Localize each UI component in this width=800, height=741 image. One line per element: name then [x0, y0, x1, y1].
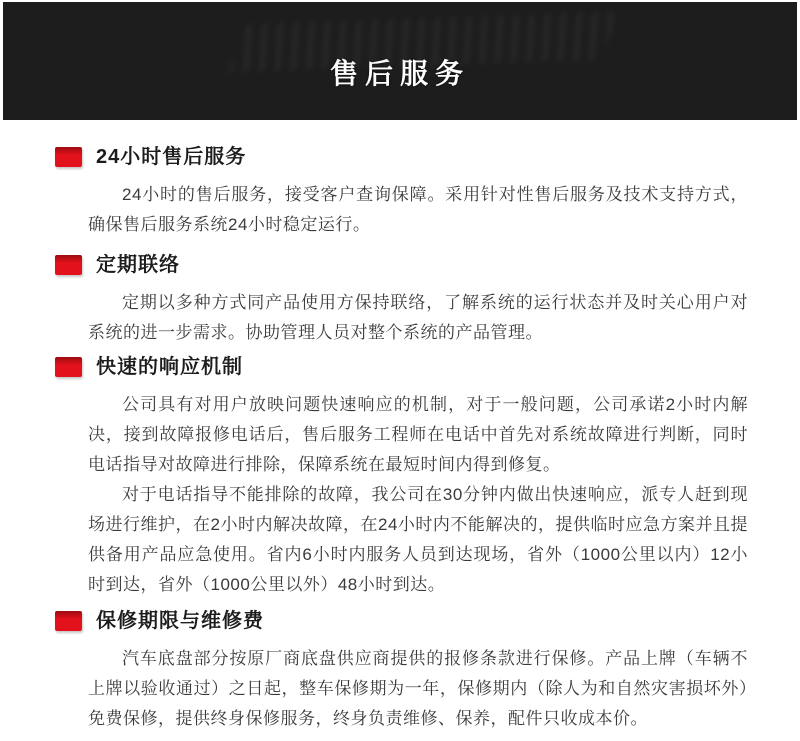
page-header	[3, 2, 797, 120]
red-square-bullet-icon	[55, 255, 82, 275]
section-paragraph: 汽车底盘部分按原厂商底盘供应商提供的报修条款进行保修。产品上牌（车辆不上牌以验收通过）之日起，整车保修期为一年，保修期内（除人为和自然灾害损坏外）免费保修，提供终身保修服务，终身负责维修、保养，配件只收成本价。	[88, 649, 748, 728]
page-title: 售后服务	[329, 58, 470, 89]
section-paragraph: 定期以多种方式同产品使用方保持联络，了解系统的运行状态并及时关心用户对系统的进一步需求。协助管理人员对整个系统的产品管理。	[88, 293, 748, 342]
red-square-bullet-icon	[55, 611, 82, 631]
section-heading-rapid-response	[55, 354, 748, 380]
section-heading-regular-contact	[55, 252, 748, 278]
section-heading-warranty	[55, 608, 748, 634]
section-heading-label: 保修期限与维修费	[96, 610, 264, 632]
section-paragraph: 公司具有对用户放映问题快速响应的机制，对于一般问题，公司承诺2小时内解决，接到故障报修电话后，售后服务工程师在电话中首先对系统故障进行判断，同时电话指导对故障进行排除，保障系统在最短时间内得到修复。	[88, 395, 748, 474]
section-paragraph: 对于电话指导不能排除的故障，我公司在30分钟内做出快速响应，派专人赶到现场进行维护，在2小时内解决故障，在24小时内不能解决的，提供临时应急方案并且提供备用产品应急使用。省内6小时内服务人员到达现场，省外（1000公里以内）12小时到达，省外（1000公里以外）48小时到达。	[88, 485, 748, 594]
section-heading-label: 定期联络	[96, 254, 180, 276]
red-square-bullet-icon	[55, 357, 82, 377]
section-heading-label: 24小时售后服务	[96, 146, 247, 168]
page-body	[0, 120, 800, 734]
section-heading-label: 快速的响应机制	[96, 356, 243, 378]
section-paragraph: 24小时的售后服务，接受客户查询保障。采用针对性售后服务及技术支持方式，确保售后服务系统24小时稳定运行。	[88, 185, 748, 234]
section-heading-24h-service	[55, 144, 748, 170]
red-square-bullet-icon	[55, 147, 82, 167]
